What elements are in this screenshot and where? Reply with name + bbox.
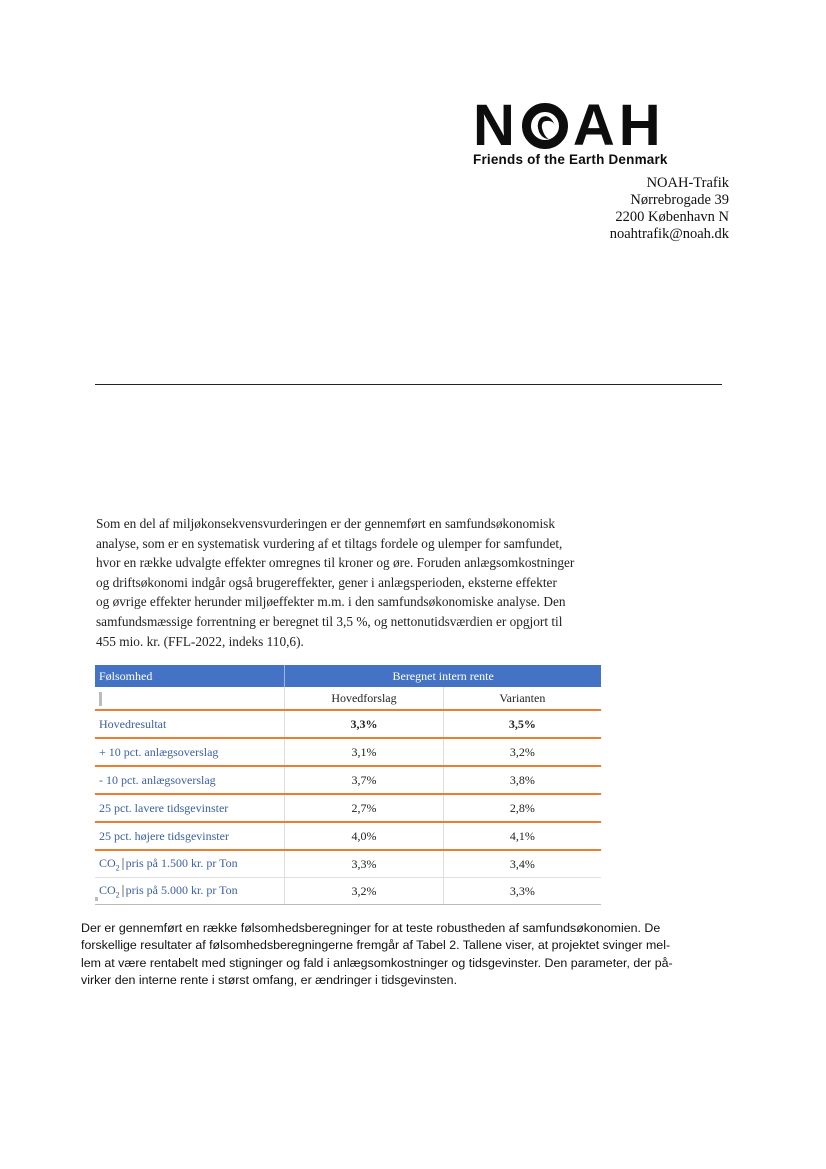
value-hovedforslag: 3,1% xyxy=(285,738,443,766)
noah-logo xyxy=(473,93,729,167)
sensitivity-table xyxy=(95,665,601,905)
value-varianten: 3,2% xyxy=(443,738,601,766)
row-label xyxy=(95,850,285,878)
address-email: noahtrafik@noah.dk xyxy=(609,226,729,242)
table-row xyxy=(95,850,601,878)
value-varianten: 3,3% xyxy=(443,878,601,905)
text-line: 455 mio. kr. (FFL-2022, indeks 110,6). xyxy=(96,633,304,649)
subheader-varianten: Varianten xyxy=(443,687,601,710)
co2-prefix: CO xyxy=(99,882,116,897)
table-row xyxy=(95,710,601,738)
value-varianten: 2,8% xyxy=(443,794,601,822)
table-row xyxy=(95,822,601,850)
co2-prefix: CO xyxy=(99,855,116,870)
text-line: og driftsøkonomi indgår også brugereffekter, gener i anlægsperioden, eksterne effekter xyxy=(96,574,557,590)
logo-letter-a: A xyxy=(572,93,617,158)
row-label: Hovedresultat xyxy=(95,710,285,738)
table-row xyxy=(95,878,601,905)
sensitivity-paragraph xyxy=(81,920,693,990)
co2-label: pris på 5.000 kr. pr Ton xyxy=(125,882,238,897)
text-line: Der er gennemført en række følsomhedsberegninger for at teste robustheden af samfundsøkonomien. De xyxy=(81,921,661,935)
table-subheader-row xyxy=(95,687,601,710)
text-line: analyse, som er en systematisk vurdering af et tiltags fordele og ulemper for samfundet, xyxy=(96,535,563,551)
header-folsomhed: Følsomhed xyxy=(95,665,285,687)
header-intern-rente: Beregnet intern rente xyxy=(285,665,601,687)
co2-subscript: 2 xyxy=(115,890,120,900)
table-row xyxy=(95,794,601,822)
cursor-mark xyxy=(122,885,124,897)
logo-tagline: Friends of the Earth Denmark xyxy=(473,152,668,167)
address-line: 2200 København N xyxy=(615,209,729,225)
value-varianten: 3,4% xyxy=(443,850,601,878)
table-row xyxy=(95,738,601,766)
cursor-mark xyxy=(99,692,102,706)
value-hovedforslag: 4,0% xyxy=(285,822,443,850)
value-hovedforslag: 3,3% xyxy=(285,850,443,878)
horizontal-divider xyxy=(95,384,722,385)
value-hovedforslag: 3,7% xyxy=(285,766,443,794)
address-line: Nørrebrogade 39 xyxy=(630,192,729,208)
row-label: - 10 pct. anlægsoverslag xyxy=(95,766,285,794)
row-label: + 10 pct. anlægsoverslag xyxy=(95,738,285,766)
row-label xyxy=(95,878,285,905)
logo-letter-h: H xyxy=(618,93,663,158)
value-hovedforslag: 3,3% xyxy=(285,710,443,738)
table-header-row xyxy=(95,665,601,687)
text-line: forskellige resultater af følsomhedsberegningerne fremgår af Tabel 2. Tallene viser, at projektet svinger mel- xyxy=(81,938,671,953)
value-varianten: 4,1% xyxy=(443,822,601,850)
text-line: samfundsmæssige forrentning er beregnet til 3,5 %, og nettonutidsværdien er opgjort til xyxy=(96,613,563,629)
cursor-mark xyxy=(122,858,124,870)
text-line: lem at være rentabelt med stigninger og fald i anlægsomkostninger og tidsgevinster. Den parameter, der på- xyxy=(81,955,673,970)
text-line: virker den interne rente i størst omfang, er ændringer i tidsgevinsten. xyxy=(81,973,458,988)
subheader-hovedforslag: Hovedforslag xyxy=(285,687,443,710)
value-varianten: 3,5% xyxy=(443,710,601,738)
co2-label: pris på 1.500 kr. pr Ton xyxy=(125,855,238,870)
text-line: hvor en række udvalgte effekter omregnes til kroner og øre. Foruden anlægsomkostninger xyxy=(96,555,575,571)
intro-paragraph xyxy=(96,514,575,651)
address-line: NOAH-Trafik xyxy=(646,175,729,191)
text-line: Som en del af miljøkonsekvensvurderingen er der gennemført en samfundsøkonomisk xyxy=(96,516,556,531)
row-label: 25 pct. højere tidsgevinster xyxy=(95,822,285,850)
value-hovedforslag: 2,7% xyxy=(285,794,443,822)
value-varianten: 3,8% xyxy=(443,766,601,794)
table-end-mark xyxy=(95,897,98,901)
subheader-empty-cell xyxy=(95,687,285,710)
logo-wordmark xyxy=(473,93,729,158)
sender-address xyxy=(610,175,729,243)
text-line: og øvrige effekter herunder miljøeffekter m.m. i den samfundsøkonomiske analyse. Den xyxy=(96,594,566,610)
logo-globe-icon xyxy=(522,103,568,149)
table-row xyxy=(95,766,601,794)
value-hovedforslag: 3,2% xyxy=(285,878,443,905)
co2-subscript: 2 xyxy=(115,863,120,873)
logo-letter-n: N xyxy=(473,93,517,158)
row-label: 25 pct. lavere tidsgevinster xyxy=(95,794,285,822)
